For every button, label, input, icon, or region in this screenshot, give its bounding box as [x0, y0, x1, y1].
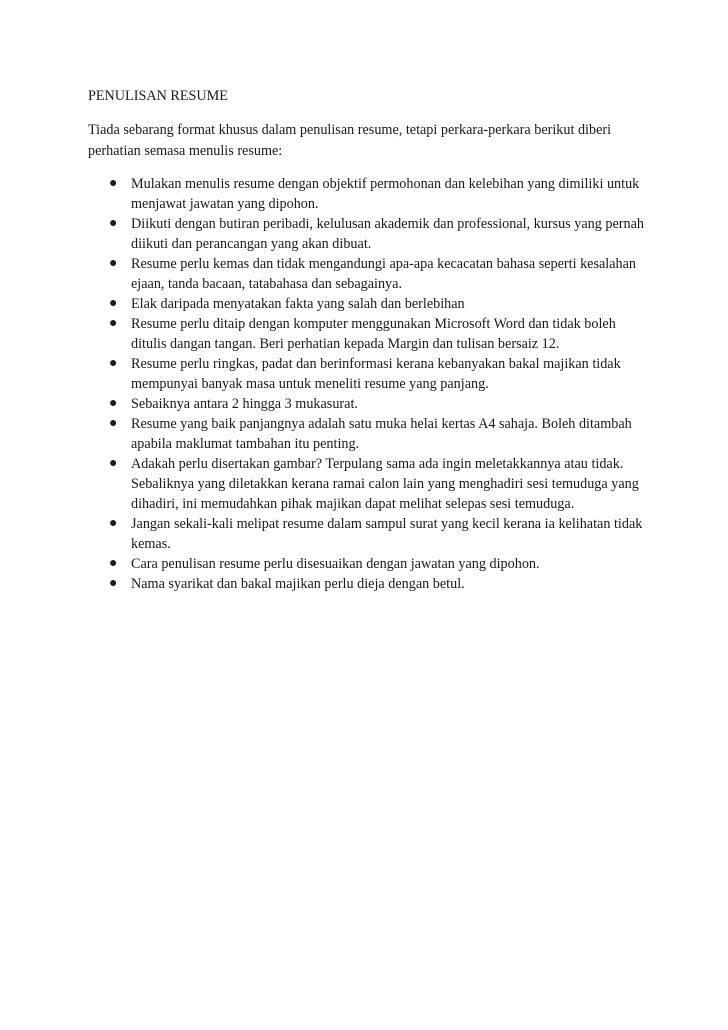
- list-item: [88, 394, 648, 414]
- list-item: [88, 314, 648, 354]
- list-item: [88, 254, 648, 294]
- bullet-dot-icon: ●: [109, 456, 118, 471]
- list-item: [88, 554, 648, 574]
- list-item-text: Sebaiknya antara 2 hingga 3 mukasurat.: [131, 396, 358, 412]
- list-item-text: Resume yang baik panjangnya adalah satu muka helai kertas A4 sahaja. Boleh ditambah apabila maklumat tambahan itu penting.: [131, 416, 632, 452]
- bullet-dot-icon: ●: [109, 216, 118, 231]
- bullet-dot-icon: ●: [109, 296, 118, 311]
- bullet-list: [88, 174, 648, 594]
- list-item-text: Jangan sekali-kali melipat resume dalam sampul surat yang kecil kerana ia kelihatan tidak kemas.: [131, 516, 643, 552]
- list-item-text: Adakah perlu disertakan gambar? Terpulang sama ada ingin meletakkannya atau tidak. Sebaliknya yang diletakkan kerana ramai calon lain yang menghadiri sesi temuduga yang dihadiri, ini memudahkan pihak majikan dapat melihat selepas sesi temuduga.: [131, 456, 639, 512]
- bullet-dot-icon: ●: [109, 256, 118, 271]
- list-item-text: Resume perlu kemas dan tidak mengandungi apa-apa kecacatan bahasa seperti kesalahan ejaan, tanda bacaan, tatabahasa dan sebagainya.: [131, 256, 637, 292]
- list-item-text: Resume perlu ditaip dengan komputer menggunakan Microsoft Word dan tidak boleh ditulis dangan tangan. Beri perhatian kepada Margin dan tulisan bersaiz 12.: [131, 316, 616, 352]
- list-item: [88, 294, 648, 314]
- list-item: [88, 574, 648, 594]
- bullet-dot-icon: ●: [109, 576, 118, 591]
- document-body: [88, 86, 648, 594]
- list-item-text: Elak daripada menyatakan fakta yang salah dan berlebihan: [131, 296, 465, 312]
- bullet-dot-icon: ●: [109, 516, 118, 531]
- list-item: [88, 514, 648, 554]
- list-item-text: Resume perlu ringkas, padat dan berinformasi kerana kebanyakan bakal majikan tidak mempunyai banyak masa untuk meneliti resume yang panjang.: [131, 356, 621, 392]
- bullet-dot-icon: ●: [109, 396, 118, 411]
- bullet-dot-icon: ●: [109, 176, 118, 191]
- intro-paragraph: Tiada sebarang format khusus dalam penulisan resume, tetapi perkara-perkara berikut diberi perhatian semasa menulis resume:: [88, 122, 612, 159]
- list-item: [88, 454, 648, 514]
- list-item-text: Diikuti dengan butiran peribadi, kelulusan akademik dan professional, kursus yang pernah diikuti dan perancangan yang akan dibuat.: [131, 216, 644, 252]
- bullet-dot-icon: ●: [109, 316, 118, 331]
- list-item-text: Cara penulisan resume perlu disesuaikan dengan jawatan yang dipohon.: [131, 556, 540, 572]
- bullet-dot-icon: ●: [109, 556, 118, 571]
- list-item-text: Mulakan menulis resume dengan objektif permohonan dan kelebihan yang dimiliki untuk menjawat jawatan yang dipohon.: [131, 176, 640, 212]
- list-item-text: Nama syarikat dan bakal majikan perlu dieja dengan betul.: [131, 576, 465, 592]
- list-item: [88, 214, 648, 254]
- list-item: [88, 354, 648, 394]
- list-item: [88, 414, 648, 454]
- bullet-dot-icon: ●: [109, 416, 118, 431]
- document-title: PENULISAN RESUME: [88, 88, 228, 104]
- list-item: [88, 174, 648, 214]
- bullet-dot-icon: ●: [109, 356, 118, 371]
